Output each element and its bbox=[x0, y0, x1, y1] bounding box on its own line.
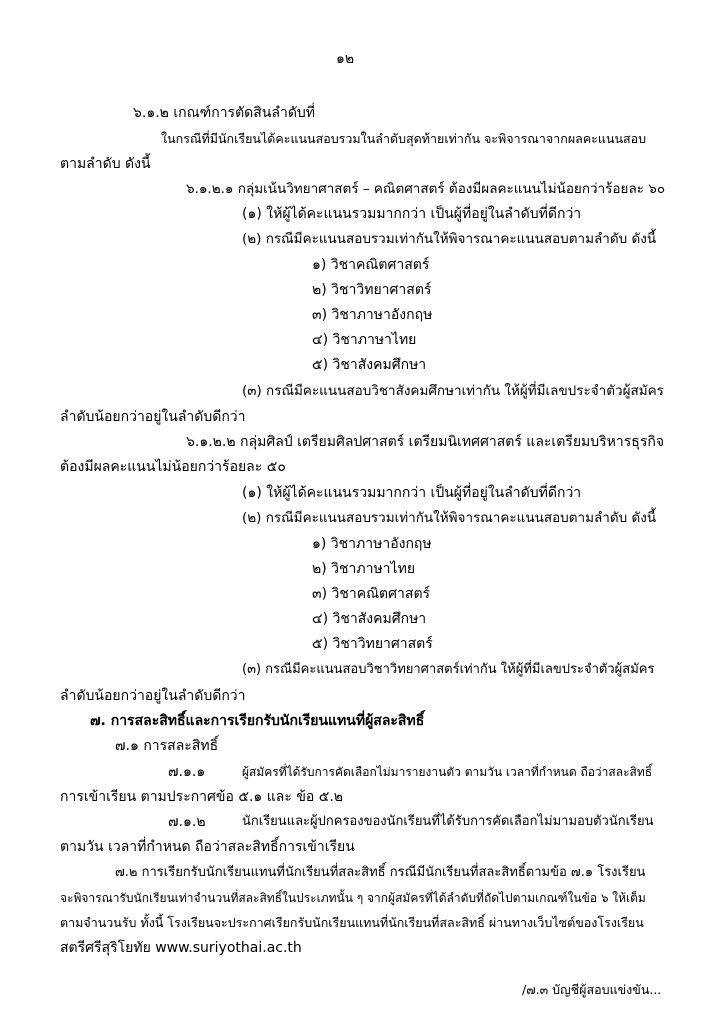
text-line-10: ๔) วิชาภาษาไทย bbox=[312, 332, 417, 348]
text-line-2: ในกรณีที่มีนักเรียนได้คะแนนสอบรวมในลำดับสุดท้ายเท่ากัน จะพิจารณาจากผลคะแนนสอบ bbox=[161, 131, 647, 146]
text-line-28: ผู้สมัครที่ได้รับการคัดเลือกไม่มารายงานตัว ตามวัน เวลาที่กำหนด ถือว่าสละสิทธิ์ bbox=[242, 765, 653, 779]
page-number: ๑๒ bbox=[336, 51, 355, 67]
text-line-7: ๑) วิชาคณิตศาสตร์ bbox=[312, 257, 430, 273]
text-line-8: ๒) วิชาวิทยาศาสตร์ bbox=[312, 282, 432, 298]
text-line-34: จะพิจารณารับนักเรียนเท่าจำนวนที่สละสิทธิ์ในประเภทนั้น ๆ จากผู้สมัครที่ได้ลำดับที่ถัดไปตามเกณฑ์ในข้อ ๖ ให้เต็ม bbox=[60, 891, 646, 905]
text-line-13: ลำดับน้อยกว่าอยู่ในลำดับดีกว่า bbox=[60, 409, 246, 425]
text-line-27: ๗.๑.๑ bbox=[168, 764, 206, 780]
text-line-6: (๒) กรณีมีคะแนนสอบรวมเท่ากันให้พิจารณาคะแนนสอบตามลำดับ ดังนี้ bbox=[242, 231, 657, 247]
text-line-22: ๕) วิชาวิทยาศาสตร์ bbox=[312, 636, 433, 652]
text-line-26: ๗.๑ การสละสิทธิ์ bbox=[115, 738, 219, 754]
text-line-5: (๑) ให้ผู้ได้คะแนนรวมมากกว่า เป็นผู้ที่อยู่ในลำดับที่ดีกว่า bbox=[242, 206, 582, 222]
text-line-20: ๓) วิชาคณิตศาสตร์ bbox=[312, 586, 431, 602]
text-line-37: /๗.๓ บัญชีผู้สอบแข่งขัน... bbox=[522, 982, 662, 997]
text-line-4: ๖.๑.๒.๑ กลุ่มเน้นวิทยาศาสตร์ – คณิตศาสตร์ ต้องมีผลคะแนนไม่น้อยกว่าร้อยละ ๖๐ bbox=[186, 181, 666, 197]
text-line-14: ๖.๑.๒.๒ กลุ่มศิลป์ เตรียมศิลปศาสตร์ เตรียมนิเทศศาสตร์ และเตรียมบริหารธุรกิจ bbox=[186, 434, 665, 450]
text-line-35: ตามจำนวนรับ ทั้งนี้ โรงเรียนจะประกาศเรียกรับนักเรียนแทนที่นักเรียนที่สละสิทธิ์ ผ่านทางเว็บไซต์ของโรงเรียน bbox=[60, 915, 644, 930]
text-line-9: ๓) วิชาภาษาอังกฤษ bbox=[312, 307, 433, 323]
text-line-19: ๒) วิชาภาษาไทย bbox=[312, 561, 416, 577]
text-line-16: (๑) ให้ผู้ได้คะแนนรวมมากกว่า เป็นผู้ที่อยู่ในลำดับที่ดีกว่า bbox=[242, 485, 582, 501]
text-line-29: การเข้าเรียน ตามประกาศข้อ ๕.๑ และ ข้อ ๕.๒ bbox=[60, 789, 344, 805]
text-line-25: ๗. การสละสิทธิ์และการเรียกรับนักเรียนแทนที่ผู้สละสิทธิ์ bbox=[90, 713, 425, 729]
text-line-30: ๗.๑.๒ bbox=[168, 814, 206, 830]
text-line-21: ๔) วิชาสังคมศึกษา bbox=[312, 611, 427, 627]
text-line-32: ตามวัน เวลาที่กำหนด ถือว่าสละสิทธิ์การเข้าเรียน bbox=[60, 839, 355, 855]
text-line-23: (๓) กรณีมีคะแนนสอบวิชาวิทยาศาสตร์เท่ากัน ให้ผู้ที่มีเลขประจำตัวผู้สมัคร bbox=[242, 662, 655, 677]
text-line-24: ลำดับน้อยกว่าอยู่ในลำดับดีกว่า bbox=[60, 688, 246, 704]
text-line-11: ๕) วิชาสังคมศึกษา bbox=[312, 357, 427, 373]
text-line-18: ๑) วิชาภาษาอังกฤษ bbox=[312, 536, 432, 552]
text-line-36: สตรีศรีสุริโยทัย www.suriyothai.ac.th bbox=[60, 940, 302, 956]
text-line-33: ๗.๒ การเรียกรับนักเรียนแทนที่นักเรียนที่สละสิทธิ์ กรณีมีนักเรียนที่สละสิทธิ์ตามข้อ ๗.๑ โรงเรียน bbox=[115, 865, 646, 880]
text-line-1: ๖.๑.๒ เกณฑ์การตัดสินลำดับที่ bbox=[133, 105, 316, 121]
text-line-12: (๓) กรณีมีคะแนนสอบวิชาสังคมศึกษาเท่ากัน ให้ผู้ที่มีเลขประจำตัวผู้สมัคร bbox=[242, 383, 664, 399]
text-line-31: นักเรียนและผู้ปกครองของนักเรียนที่ได้รับการคัดเลือกไม่มามอบตัวนักเรียน bbox=[242, 814, 654, 829]
text-line-17: (๒) กรณีมีคะแนนสอบรวมเท่ากันให้พิจารณาคะแนนสอบตามลำดับ ดังนี้ bbox=[242, 510, 657, 526]
text-line-15: ต้องมีผลคะแนนไม่น้อยกว่าร้อยละ ๕๐ bbox=[60, 459, 286, 475]
text-line-3: ตามลำดับ ดังนี้ bbox=[60, 156, 151, 172]
